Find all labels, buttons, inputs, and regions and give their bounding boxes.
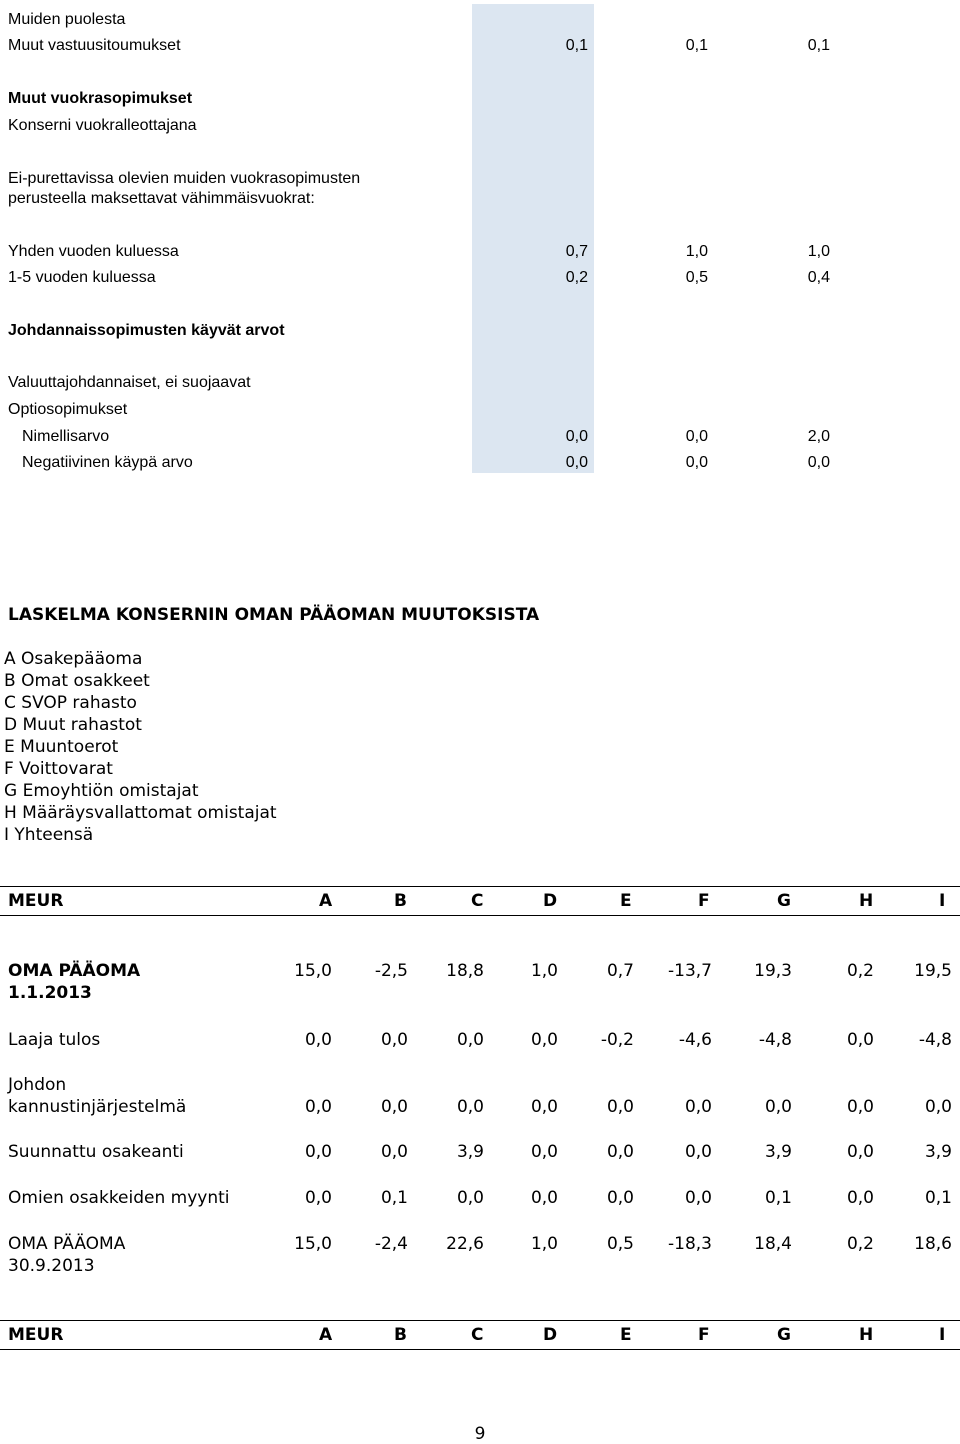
equity-cell: 18,8 — [446, 961, 484, 981]
legend-item: D Muut rahastot — [4, 715, 142, 735]
legend-item: H Määräysvallattomat omistajat — [4, 803, 277, 823]
header-col-a: A — [319, 1325, 333, 1345]
row-value: 0,0 — [685, 428, 708, 445]
legend-item: E Muuntoerot — [4, 737, 119, 757]
equity-cell: 0,0 — [846, 1188, 874, 1208]
equity-cell: 0,2 — [846, 1234, 874, 1254]
equity-cell: 0,7 — [606, 961, 634, 981]
row-value: 0,0 — [565, 428, 588, 445]
header-col-h: H — [859, 1325, 874, 1345]
equity-row-label-line2: kannustinjärjestelmä — [8, 1097, 187, 1117]
row-label: Muiden puolesta — [8, 11, 126, 28]
equity-cell: 3,9 — [924, 1142, 952, 1162]
row-label: Konserni vuokralleottajana — [8, 117, 197, 134]
equity-cell: 0,0 — [380, 1097, 408, 1117]
row-label: perusteella maksettavat vähimmäisvuokrat: — [8, 190, 315, 207]
header-col-g: G — [777, 1325, 791, 1345]
equity-cell: -2,5 — [374, 961, 408, 981]
equity-table-footer-header — [0, 1320, 960, 1350]
header-col-d: D — [543, 891, 558, 911]
legend-item: C SVOP rahasto — [4, 693, 137, 713]
equity-cell: 0,0 — [304, 1030, 332, 1050]
equity-cell: 0,5 — [606, 1234, 634, 1254]
row-label: Johdannaissopimusten käyvät arvot — [8, 322, 285, 339]
equity-table-header — [0, 886, 960, 916]
row-label: Muut vastuusitoumukset — [8, 37, 181, 54]
header-col-f: F — [698, 891, 710, 911]
header-col-i: I — [939, 891, 946, 911]
equity-cell: -13,7 — [668, 961, 712, 981]
equity-row-label: OMA PÄÄOMA — [8, 961, 141, 981]
header-col-b: B — [394, 891, 407, 911]
page-number: 9 — [474, 1424, 486, 1444]
equity-cell: 0,1 — [924, 1188, 952, 1208]
equity-cell: 19,3 — [754, 961, 792, 981]
equity-row-label: Suunnattu osakeanti — [8, 1142, 184, 1162]
row-value: 0,1 — [685, 37, 708, 54]
equity-cell: 0,2 — [846, 961, 874, 981]
equity-cell: 0,0 — [606, 1097, 634, 1117]
equity-cell: 0,1 — [764, 1188, 792, 1208]
header-col-d: D — [543, 1325, 558, 1345]
row-label: Ei-purettavissa olevien muiden vuokrasopimusten — [8, 170, 361, 187]
equity-cell: 0,0 — [456, 1030, 484, 1050]
row-value: 0,1 — [807, 37, 830, 54]
equity-cell: -4,6 — [678, 1030, 712, 1050]
row-value: 1,0 — [807, 243, 830, 260]
row-label: Nimellisarvo — [22, 428, 110, 445]
equity-cell: 19,5 — [914, 961, 952, 981]
equity-cell: 1,0 — [530, 961, 558, 981]
row-value: 0,5 — [685, 269, 708, 286]
highlight-column — [472, 4, 594, 473]
header-col-e: E — [620, 891, 632, 911]
row-label: Negatiivinen käypä arvo — [22, 454, 193, 471]
header-col-h: H — [859, 891, 874, 911]
equity-cell: -2,4 — [374, 1234, 408, 1254]
equity-cell: 0,0 — [606, 1188, 634, 1208]
row-value: 0,0 — [807, 454, 830, 471]
header-col-e: E — [620, 1325, 632, 1345]
equity-cell: 0,0 — [380, 1142, 408, 1162]
equity-cell: 18,6 — [914, 1234, 952, 1254]
equity-cell: -4,8 — [758, 1030, 792, 1050]
header-col-g: G — [777, 891, 791, 911]
equity-cell: 0,0 — [846, 1142, 874, 1162]
equity-cell: 22,6 — [446, 1234, 484, 1254]
equity-cell: 3,9 — [456, 1142, 484, 1162]
equity-cell: 3,9 — [764, 1142, 792, 1162]
legend-item: F Voittovarat — [4, 759, 113, 779]
equity-cell: 0,0 — [924, 1097, 952, 1117]
equity-cell: 18,4 — [754, 1234, 792, 1254]
equity-cell: -4,8 — [918, 1030, 952, 1050]
equity-cell: 0,0 — [304, 1097, 332, 1117]
equity-cell: 0,0 — [530, 1142, 558, 1162]
row-value: 2,0 — [807, 428, 830, 445]
row-label: Valuuttajohdannaiset, ei suojaavat — [8, 374, 251, 391]
equity-cell: 0,1 — [380, 1188, 408, 1208]
equity-cell: 0,0 — [684, 1142, 712, 1162]
equity-row-label: Omien osakkeiden myynti — [8, 1188, 230, 1208]
equity-title: LASKELMA KONSERNIN OMAN PÄÄOMAN MUUTOKSISTA — [8, 605, 540, 625]
equity-cell: 15,0 — [294, 961, 332, 981]
header-col-a: A — [319, 891, 333, 911]
legend-item: B Omat osakkeet — [4, 671, 150, 691]
header-label: MEUR — [8, 891, 64, 911]
header-label: MEUR — [8, 1325, 64, 1345]
row-value: 0,1 — [565, 37, 588, 54]
row-value: 0,2 — [565, 269, 588, 286]
legend-item: G Emoyhtiön omistajat — [4, 781, 199, 801]
header-col-c: C — [471, 891, 484, 911]
equity-cell: 0,0 — [530, 1097, 558, 1117]
equity-cell: 0,0 — [530, 1030, 558, 1050]
legend-item: A Osakepääoma — [4, 649, 143, 669]
header-col-b: B — [394, 1325, 407, 1345]
row-value: 0,0 — [685, 454, 708, 471]
header-col-c: C — [471, 1325, 484, 1345]
equity-cell: 0,0 — [304, 1188, 332, 1208]
header-col-f: F — [698, 1325, 710, 1345]
row-label: 1-5 vuoden kuluessa — [8, 269, 156, 286]
equity-cell: 0,0 — [380, 1030, 408, 1050]
equity-cell: -0,2 — [600, 1030, 634, 1050]
equity-row-label: OMA PÄÄOMA — [8, 1234, 126, 1254]
legend-item: I Yhteensä — [4, 825, 94, 845]
equity-row-label-line2: 30.9.2013 — [8, 1256, 95, 1276]
header-col-i: I — [939, 1325, 946, 1345]
equity-row-label-line2: 1.1.2013 — [8, 983, 92, 1003]
equity-cell: 0,0 — [684, 1188, 712, 1208]
equity-cell: 0,0 — [456, 1188, 484, 1208]
equity-cell: 0,0 — [764, 1097, 792, 1117]
row-value: 0,4 — [807, 269, 830, 286]
row-value: 1,0 — [685, 243, 708, 260]
equity-cell: 0,0 — [530, 1188, 558, 1208]
equity-cell: 0,0 — [846, 1030, 874, 1050]
equity-row-label: Laaja tulos — [8, 1030, 101, 1050]
equity-cell: 0,0 — [684, 1097, 712, 1117]
equity-cell: -18,3 — [668, 1234, 712, 1254]
equity-cell: 0,0 — [606, 1142, 634, 1162]
row-label: Yhden vuoden kuluessa — [8, 243, 179, 260]
equity-cell: 1,0 — [530, 1234, 558, 1254]
equity-cell: 0,0 — [304, 1142, 332, 1162]
equity-cell: 0,0 — [456, 1097, 484, 1117]
row-value: 0,0 — [565, 454, 588, 471]
equity-cell: 0,0 — [846, 1097, 874, 1117]
equity-row-label: Johdon — [8, 1075, 67, 1095]
equity-cell: 15,0 — [294, 1234, 332, 1254]
row-value: 0,7 — [565, 243, 588, 260]
row-label: Optiosopimukset — [8, 401, 128, 418]
row-label: Muut vuokrasopimukset — [8, 90, 193, 107]
